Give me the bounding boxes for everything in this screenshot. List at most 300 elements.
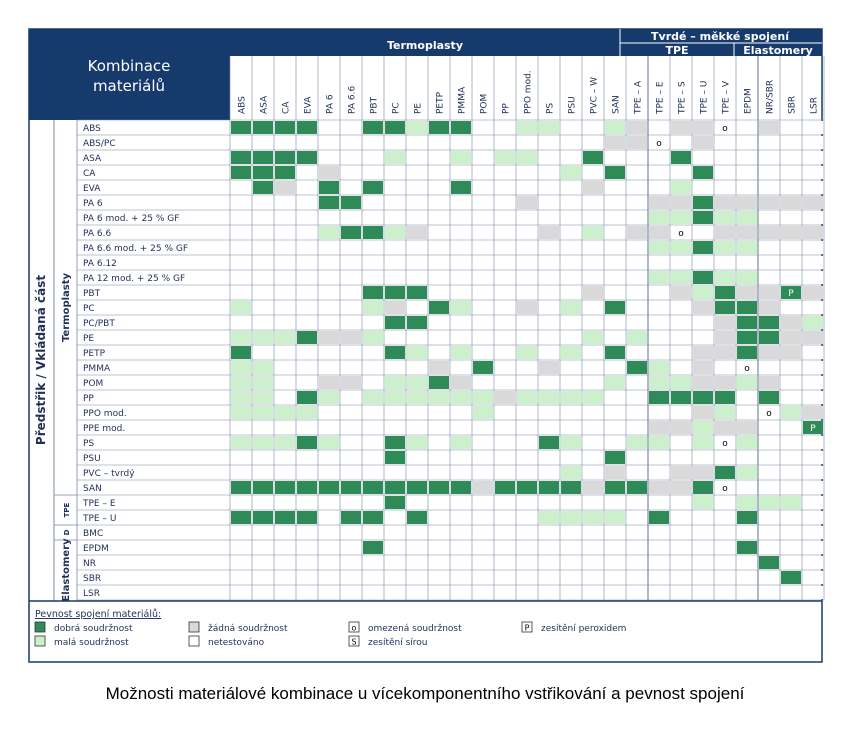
cell-25-11 [473,496,493,509]
legend-symbol: o [351,623,357,633]
cell-19-12 [495,406,515,419]
cell-12-21 [693,301,713,314]
cell-13-17 [605,316,625,329]
cell-22-0 [231,451,251,464]
cell-14-22 [715,331,735,344]
cell-7-14 [539,226,559,239]
cell-21-12 [495,436,515,449]
cell-26-18 [627,511,647,524]
cell-15-15 [561,346,581,359]
cell-25-3 [297,496,317,509]
cell-8-3 [297,241,317,254]
cell-29-9 [429,556,449,569]
group-label-hard-soft: Tvrdé – měkké spojení [651,30,789,43]
cell-15-10 [451,346,471,359]
cell-3-26 [803,166,823,179]
cell-14-16 [583,331,603,344]
cell-31-18 [627,586,647,599]
legend-label: omezená soudržnost [368,624,462,634]
cell-20-16 [583,421,603,434]
cell-30-9 [429,571,449,584]
cell-8-10 [451,241,471,254]
cell-27-24 [759,526,779,539]
cell-10-4 [319,271,339,284]
cell-6-13 [517,211,537,224]
cell-23-13 [517,466,537,479]
cell-23-19 [649,466,669,479]
cell-26-14 [539,511,559,524]
cell-31-23 [737,586,757,599]
cell-26-13 [517,511,537,524]
cell-30-5 [341,571,361,584]
cell-symbol: o [722,439,728,449]
cell-22-19 [649,451,669,464]
row-label: ABS [83,124,101,134]
cell-27-15 [561,526,581,539]
cell-18-0 [231,391,251,404]
cell-6-19 [649,211,669,224]
cell-22-1 [253,451,273,464]
cell-19-10 [451,406,471,419]
cell-6-25 [781,211,801,224]
cell-18-4 [319,391,339,404]
cell-2-25 [781,151,801,164]
cell-16-13 [517,361,537,374]
cell-23-16 [583,466,603,479]
cell-14-25 [781,331,801,344]
cell-3-5 [341,166,361,179]
cell-24-8 [407,481,427,494]
cell-18-10 [451,391,471,404]
cell-22-17 [605,451,625,464]
cell-5-17 [605,196,625,209]
cell-25-15 [561,496,581,509]
cell-8-26 [803,241,823,254]
cell-10-17 [605,271,625,284]
cell-24-4 [319,481,339,494]
cell-2-2 [275,151,295,164]
cell-18-7 [385,391,405,404]
cell-4-9 [429,181,449,194]
cell-12-16 [583,301,603,314]
cell-22-12 [495,451,515,464]
cell-11-26 [803,286,823,299]
cell-22-8 [407,451,427,464]
cell-0-19 [649,121,669,134]
cell-28-2 [275,541,295,554]
cell-26-5 [341,511,361,524]
cell-9-12 [495,256,515,269]
cell-4-22 [715,181,735,194]
row-label: BMC [83,529,104,539]
cell-5-10 [451,196,471,209]
cell-14-2 [275,331,295,344]
cell-24-20 [671,481,691,494]
cell-21-7 [385,436,405,449]
cell-11-12 [495,286,515,299]
cell-15-6 [363,346,383,359]
cell-23-3 [297,466,317,479]
cell-19-19 [649,406,669,419]
cell-22-7 [385,451,405,464]
row-label: PBT [83,289,101,299]
cell-28-1 [253,541,273,554]
cell-1-5 [341,136,361,149]
cell-14-4 [319,331,339,344]
cell-4-24 [759,181,779,194]
cell-17-4 [319,376,339,389]
cell-21-10 [451,436,471,449]
cell-14-14 [539,331,559,344]
cell-17-11 [473,376,493,389]
cell-23-24 [759,466,779,479]
cell-3-11 [473,166,493,179]
cell-9-3 [297,256,317,269]
cell-25-18 [627,496,647,509]
col-label: EPDM [743,88,754,114]
cell-11-7 [385,286,405,299]
cell-25-25 [781,496,801,509]
cell-16-6 [363,361,383,374]
cell-29-19 [649,556,669,569]
cell-20-13 [517,421,537,434]
cell-16-22 [715,361,735,374]
cell-21-16 [583,436,603,449]
cell-5-6 [363,196,383,209]
cell-10-1 [253,271,273,284]
col-label: PA 6.6 [347,85,358,114]
cell-6-9 [429,211,449,224]
cell-1-22 [715,136,735,149]
cell-24-26 [803,481,823,494]
cell-19-7 [385,406,405,419]
cell-17-25 [781,376,801,389]
cell-9-26 [803,256,823,269]
cell-29-14 [539,556,559,569]
cell-26-20 [671,511,691,524]
cell-13-11 [473,316,493,329]
cell-24-17 [605,481,625,494]
cell-25-20 [671,496,691,509]
cell-0-1 [253,121,273,134]
cell-16-7 [385,361,405,374]
cell-19-8 [407,406,427,419]
cell-16-3 [297,361,317,374]
cell-20-1 [253,421,273,434]
cell-4-7 [385,181,405,194]
cell-5-13 [517,196,537,209]
row-label: PC [83,304,95,314]
cell-11-2 [275,286,295,299]
cell-11-8 [407,286,427,299]
cell-8-17 [605,241,625,254]
cell-17-0 [231,376,251,389]
cell-5-3 [297,196,317,209]
cell-23-11 [473,466,493,479]
cell-8-1 [253,241,273,254]
cell-26-4 [319,511,339,524]
cell-0-6 [363,121,383,134]
cell-22-24 [759,451,779,464]
group-label-tpe: TPE [665,44,689,57]
col-label: TPE – V [721,81,732,114]
cell-8-24 [759,241,779,254]
cell-1-6 [363,136,383,149]
cell-6-23 [737,211,757,224]
cell-symbol: o [678,229,684,239]
cell-13-5 [341,316,361,329]
cell-21-9 [429,436,449,449]
cell-16-14 [539,361,559,374]
cell-5-21 [693,196,713,209]
legend-label: netestováno [208,638,265,648]
cell-30-23 [737,571,757,584]
cell-27-19 [649,526,669,539]
cell-2-12 [495,151,515,164]
cell-5-16 [583,196,603,209]
row-group-label: D [63,529,71,536]
cell-3-13 [517,166,537,179]
row-group-label: TPE [63,502,71,518]
cell-29-12 [495,556,515,569]
cell-1-23 [737,136,757,149]
cell-5-0 [231,196,251,209]
cell-20-9 [429,421,449,434]
cell-13-0 [231,316,251,329]
cell-0-16 [583,121,603,134]
cell-29-15 [561,556,581,569]
cell-12-0 [231,301,251,314]
row-label: TPE – U [83,514,117,524]
cell-30-14 [539,571,559,584]
cell-7-0 [231,226,251,239]
cell-14-21 [693,331,713,344]
cell-18-18 [627,391,647,404]
cell-8-2 [275,241,295,254]
cell-24-7 [385,481,405,494]
cell-13-22 [715,316,735,329]
cell-8-22 [715,241,735,254]
cell-24-6 [363,481,383,494]
cell-14-17 [605,331,625,344]
col-label: ASA [259,95,270,114]
cell-5-23 [737,196,757,209]
cell-21-21 [693,436,713,449]
cell-26-23 [737,511,757,524]
cell-3-19 [649,166,669,179]
cell-14-9 [429,331,449,344]
cell-17-2 [275,376,295,389]
cell-30-10 [451,571,471,584]
cell-20-3 [297,421,317,434]
cell-26-11 [473,511,493,524]
cell-4-11 [473,181,493,194]
cell-14-13 [517,331,537,344]
cell-24-16 [583,481,603,494]
legend-label: žádná soudržnost [208,624,288,634]
cell-8-12 [495,241,515,254]
cell-25-26 [803,496,823,509]
cell-10-10 [451,271,471,284]
cell-23-8 [407,466,427,479]
cell-22-4 [319,451,339,464]
cell-24-10 [451,481,471,494]
row-label: PA 6.12 [83,259,117,269]
cell-31-22 [715,586,735,599]
cell-29-6 [363,556,383,569]
cell-16-20 [671,361,691,374]
cell-20-0 [231,421,251,434]
cell-10-3 [297,271,317,284]
col-label: PVC – W [589,77,600,114]
cell-28-6 [363,541,383,554]
cell-7-17 [605,226,625,239]
cell-26-22 [715,511,735,524]
cell-13-3 [297,316,317,329]
cell-23-18 [627,466,647,479]
cell-30-13 [517,571,537,584]
cell-11-4 [319,286,339,299]
cell-0-20 [671,121,691,134]
cell-8-25 [781,241,801,254]
cell-27-11 [473,526,493,539]
cell-21-23 [737,436,757,449]
cell-12-26 [803,301,823,314]
cell-3-17 [605,166,625,179]
row-label: ABS/PC [83,139,116,149]
cell-30-2 [275,571,295,584]
cell-14-7 [385,331,405,344]
cell-21-5 [341,436,361,449]
cell-8-14 [539,241,559,254]
cell-19-17 [605,406,625,419]
cell-28-8 [407,541,427,554]
cell-8-5 [341,241,361,254]
cell-28-17 [605,541,625,554]
cell-28-13 [517,541,537,554]
cell-0-11 [473,121,493,134]
cell-14-0 [231,331,251,344]
row-group-label: Termoplasty [61,272,72,343]
cell-27-1 [253,526,273,539]
cell-20-18 [627,421,647,434]
cell-7-19 [649,226,669,239]
cell-1-25 [781,136,801,149]
cell-24-5 [341,481,361,494]
cell-7-22 [715,226,735,239]
cell-26-15 [561,511,581,524]
cell-29-25 [781,556,801,569]
row-label: CA [83,169,96,179]
cell-0-15 [561,121,581,134]
cell-21-20 [671,436,691,449]
cell-1-24 [759,136,779,149]
cell-2-13 [517,151,537,164]
col-label: TPE – U [699,80,710,114]
cell-28-25 [781,541,801,554]
cell-13-4 [319,316,339,329]
cell-6-14 [539,211,559,224]
cell-3-16 [583,166,603,179]
cell-3-15 [561,166,581,179]
cell-26-10 [451,511,471,524]
cell-2-5 [341,151,361,164]
cell-3-24 [759,166,779,179]
cell-19-21 [693,406,713,419]
cell-24-13 [517,481,537,494]
cell-12-20 [671,301,691,314]
col-label: PBT [369,96,380,114]
cell-6-21 [693,211,713,224]
cell-27-16 [583,526,603,539]
cell-14-24 [759,331,779,344]
cell-17-10 [451,376,471,389]
cell-7-21 [693,226,713,239]
cell-2-20 [671,151,691,164]
cell-12-18 [627,301,647,314]
cell-17-20 [671,376,691,389]
cell-30-3 [297,571,317,584]
cell-4-0 [231,181,251,194]
legend-label: malá soudržnost [54,638,129,648]
cell-26-8 [407,511,427,524]
cell-0-23 [737,121,757,134]
cell-24-2 [275,481,295,494]
cell-1-8 [407,136,427,149]
cell-24-11 [473,481,493,494]
legend-swatch [189,622,199,632]
cell-11-24 [759,286,779,299]
cell-23-17 [605,466,625,479]
cell-27-4 [319,526,339,539]
cell-28-11 [473,541,493,554]
cell-29-4 [319,556,339,569]
cell-15-13 [517,346,537,359]
cell-19-15 [561,406,581,419]
cell-27-21 [693,526,713,539]
cell-23-9 [429,466,449,479]
cell-9-23 [737,256,757,269]
legend-swatch [35,622,45,632]
cell-6-3 [297,211,317,224]
cell-14-6 [363,331,383,344]
cell-25-16 [583,496,603,509]
cell-31-12 [495,586,515,599]
cell-19-22 [715,406,735,419]
cell-7-11 [473,226,493,239]
cell-21-3 [297,436,317,449]
cell-21-19 [649,436,669,449]
row-label: PPE mod. [83,424,126,434]
cell-18-17 [605,391,625,404]
cell-0-21 [693,121,713,134]
cell-3-8 [407,166,427,179]
legend-label: zesítění sírou [368,638,428,648]
cell-15-3 [297,346,317,359]
cell-24-14 [539,481,559,494]
cell-0-14 [539,121,559,134]
cell-7-1 [253,226,273,239]
cell-11-11 [473,286,493,299]
cell-10-12 [495,271,515,284]
cell-23-22 [715,466,735,479]
cell-2-14 [539,151,559,164]
cell-5-2 [275,196,295,209]
cell-21-14 [539,436,559,449]
cell-10-19 [649,271,669,284]
cell-20-2 [275,421,295,434]
cell-25-14 [539,496,559,509]
